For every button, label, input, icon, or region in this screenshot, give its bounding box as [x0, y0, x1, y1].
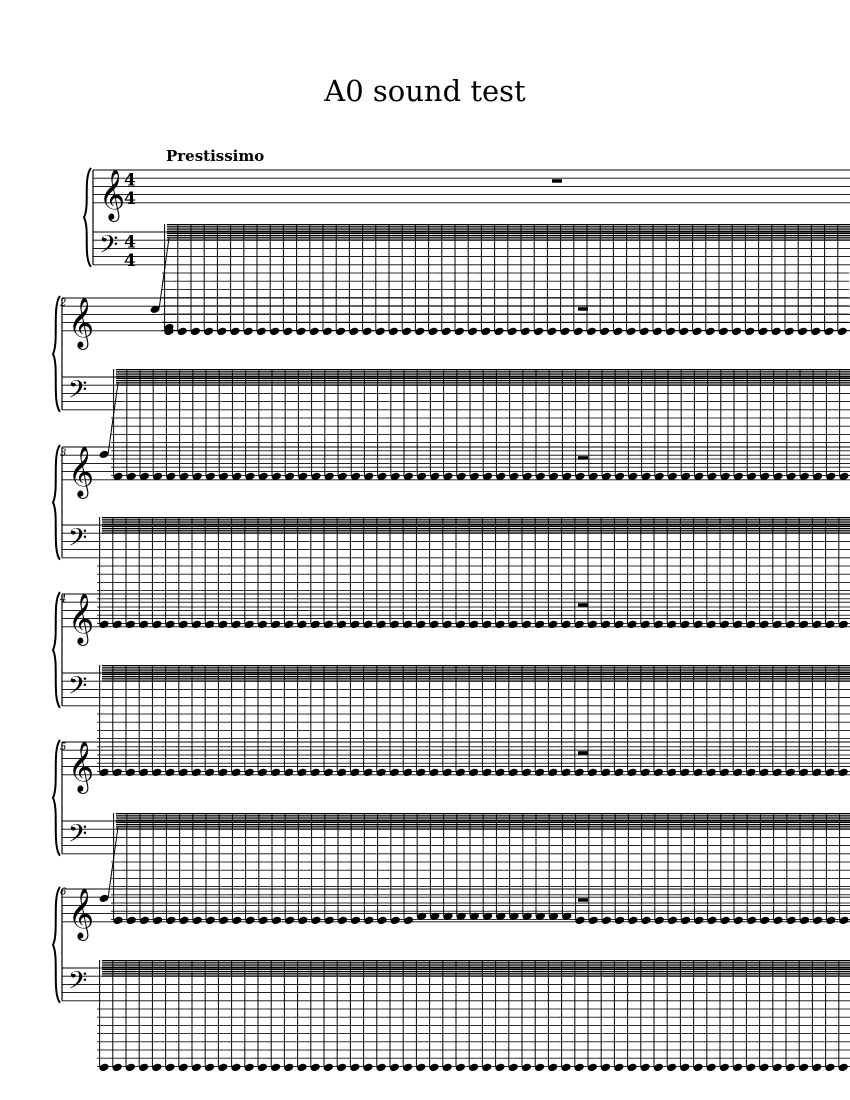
beam [102, 530, 850, 531]
whole-rest-icon [578, 603, 588, 607]
system-3 [53, 445, 850, 629]
whole-rest-icon [578, 751, 588, 755]
beam [167, 224, 850, 225]
beam [167, 228, 850, 229]
piano-brace [53, 296, 60, 412]
whole-rest-icon [578, 898, 588, 902]
system-2 [53, 296, 850, 481]
note-head [99, 450, 110, 459]
whole-rest-icon [578, 456, 588, 460]
measure-number-6: 6 [60, 887, 67, 898]
bass-clef-icon: 𝄢 [68, 966, 88, 1002]
whole-rest-icon [578, 307, 588, 311]
piano-brace [53, 740, 60, 856]
beam [102, 526, 850, 527]
beam [102, 678, 850, 679]
bass-time-sig-numerator: 4 [124, 232, 136, 253]
treble-clef-icon: 𝄞 [68, 296, 95, 348]
beam [167, 237, 850, 238]
beam [102, 964, 850, 965]
treble-clef-icon: 𝄞 [68, 740, 95, 792]
whole-rest-icon [552, 179, 562, 183]
beam [102, 962, 850, 963]
treble-time-sig-denominator: 4 [124, 188, 136, 209]
beam [102, 973, 850, 974]
beam [102, 521, 850, 522]
bass-clef-icon: 𝄢 [68, 375, 88, 411]
beam [102, 532, 850, 533]
note-head [99, 894, 110, 903]
bass-clef-icon: 𝄢 [99, 230, 119, 266]
system-4 [53, 592, 850, 777]
bass-clef-icon: 𝄢 [68, 523, 88, 559]
beam [102, 667, 850, 668]
score-title: A0 sound test [324, 74, 526, 108]
treble-clef-icon: 𝄞 [68, 887, 95, 939]
bass-time-sig-denominator: 4 [124, 250, 136, 271]
treble-clef-icon: 𝄞 [68, 592, 95, 644]
beam [102, 519, 850, 520]
beam [102, 665, 850, 666]
bass-clef-icon: 𝄢 [68, 819, 88, 855]
beam [167, 233, 850, 234]
beam [102, 528, 850, 529]
piano-brace [53, 592, 60, 708]
beam [167, 239, 850, 240]
beam [102, 969, 850, 970]
beam [167, 231, 850, 232]
beam [102, 960, 850, 961]
measure-number-5: 5 [60, 742, 67, 753]
beam [102, 975, 850, 976]
bass-clef-icon: 𝄢 [68, 671, 88, 707]
beam [102, 524, 850, 525]
piano-brace [53, 887, 60, 1003]
piano-brace [84, 168, 91, 267]
measure-number-3: 3 [60, 448, 67, 459]
beam [102, 676, 850, 677]
treble-clef-icon: 𝄞 [99, 168, 126, 220]
beam [102, 517, 850, 518]
tempo-marking: Prestissimo [166, 147, 265, 165]
treble-clef-icon: 𝄞 [68, 445, 95, 497]
beam [102, 680, 850, 681]
system-1 [84, 168, 850, 336]
measure-number-2: 2 [60, 298, 67, 309]
beam [102, 669, 850, 670]
beam [102, 967, 850, 968]
measure-number-4: 4 [60, 594, 67, 605]
treble-time-sig-numerator: 4 [124, 170, 136, 191]
beam [167, 235, 850, 236]
beam [102, 674, 850, 675]
beam [102, 672, 850, 673]
beam [167, 226, 850, 227]
piano-brace [53, 445, 60, 560]
beam [102, 971, 850, 972]
